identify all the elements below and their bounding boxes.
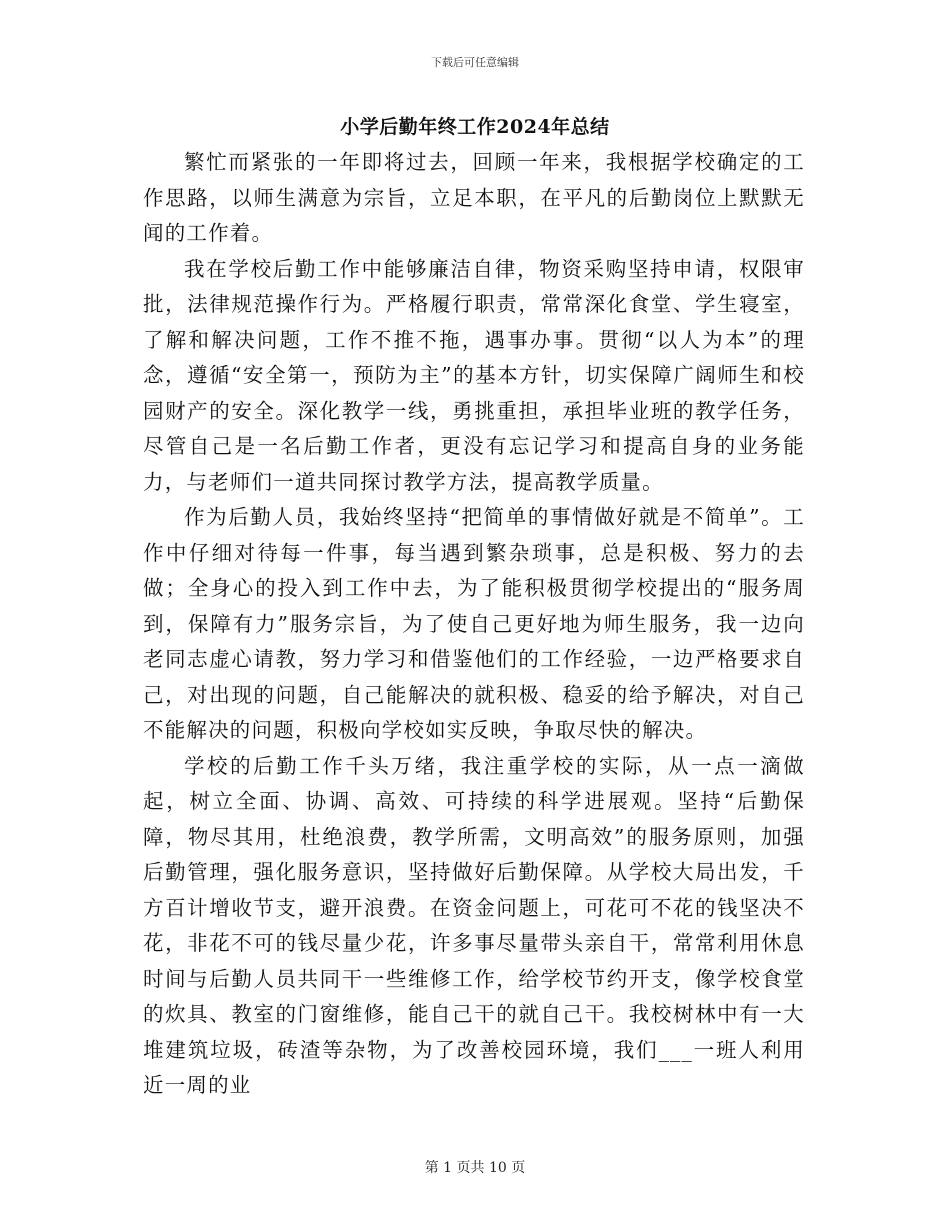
paragraph-4: 学校的后勤工作千头万绪，我注重学校的实际，从一点一滴做起，树立全面、协调、高效、可持续的科学进展观。坚持“后勤保障，物尽其用，杜绝浪费，教学所需，文明高效”的服务原则，加强后勤管理，强化服务意识，坚持做好后勤保障。从学校大局出发，千方百计增收节支，避开浪费。在资金问题上，可花可不花的钱坚决不花，非花不可的钱尽量少花，许多事尽量带头亲自干，常常利用休息时间与后勤人员共同干一些维修工作，给学校节约开支，像学校食堂的炊具、教室的门窗维修，能自己干的就自己干。我校树林中有一大堆建筑垃圾，砖渣等杂物，为了改善校园环境，我们___一班人利用近一周的业 (143, 753, 805, 1097)
paragraph-1: 繁忙而紧张的一年即将过去，回顾一年来，我根据学校确定的工作思路，以师生满意为宗旨，立足本职，在平凡的后勤岗位上默默无闻的工作着。 (143, 150, 805, 245)
page-number: 第 1 页共 10 页 (424, 1160, 526, 1176)
page-header-note: 下载后可任意编辑 (431, 56, 519, 69)
paragraph-2: 我在学校后勤工作中能够廉洁自律，物资采购坚持申请，权限审批，法律规范操作行为。严格履行职责，常常深化食堂、学生寝室，了解和解决问题，工作不推不拖，遇事办事。贯彻“以人为本”的理念，遵循“安全第一，预防为主”的基本方针，切实保障广阔师生和校园财产的安全。深化教学一线，勇挑重担，承担毕业班的教学任务，尽管自己是一名后勤工作者，更没有忘记学习和提高自身的业务能力，与老师们一道共同探讨教学方法，提高教学质量。 (143, 256, 805, 494)
document-title: 小学后勤年终工作2024年总结 (340, 116, 610, 138)
paragraph-3: 作为后勤人员，我始终坚持“把简单的事情做好就是不简单”。工作中仔细对待每一件事，每当遇到繁杂琐事，总是积极、努力的去做；全身心的投入到工作中去，为了能积极贯彻学校提出的“服务周到，保障有力”服务宗旨，为了使自己更好地为师生服务，我一边向老同志虚心请教，努力学习和借鉴他们的工作经验，一边严格要求自己，对出现的问题，自己能解决的就积极、稳妥的给予解决，对自己不能解决的问题，积极向学校如实反映，争取尽快的解决。 (143, 505, 805, 742)
document-body (143, 145, 805, 1104)
